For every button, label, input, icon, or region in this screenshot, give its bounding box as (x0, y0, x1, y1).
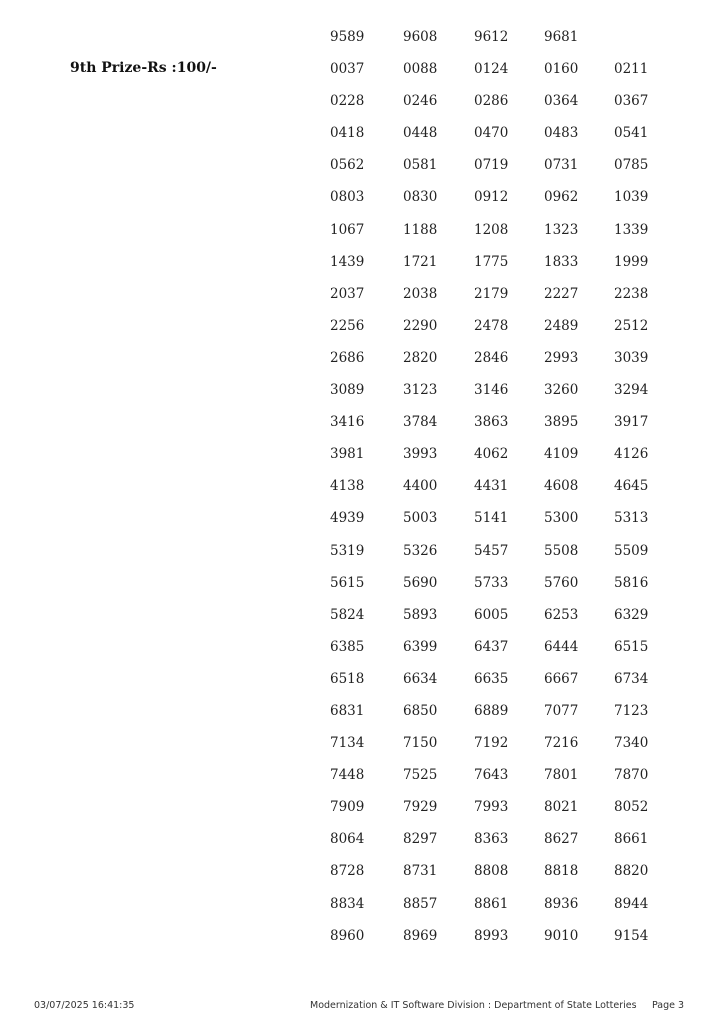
number-row (330, 349, 660, 381)
ticket-number: 7123 (614, 702, 649, 719)
ticket-number: 1775 (474, 253, 509, 270)
ticket-number: 2489 (544, 317, 579, 334)
ticket-number: 9612 (474, 29, 509, 45)
ticket-number: 8857 (403, 895, 438, 912)
ticket-number: 5893 (403, 606, 438, 623)
ticket-number: 6253 (544, 606, 579, 623)
ticket-number: 7870 (614, 767, 649, 784)
ticket-number: 7993 (474, 799, 509, 816)
ticket-number: 3917 (614, 414, 649, 431)
ticket-number: 2846 (474, 349, 509, 366)
ticket-number: 6005 (474, 606, 509, 623)
ticket-number: 6635 (474, 670, 509, 687)
number-row (330, 830, 660, 862)
ticket-number: 4431 (474, 478, 509, 495)
number-row (330, 542, 660, 574)
ticket-number: 2686 (330, 349, 365, 366)
ticket-number: 1833 (544, 253, 579, 270)
ticket-number: 6518 (330, 670, 365, 687)
ticket-number: 3863 (474, 414, 509, 431)
number-row (330, 895, 660, 927)
ticket-number: 4109 (544, 446, 579, 463)
ticket-number: 0483 (544, 125, 579, 142)
ticket-number: 8661 (614, 831, 649, 848)
ticket-number: 3416 (330, 414, 365, 431)
number-row (330, 766, 660, 798)
number-row (330, 670, 660, 702)
ticket-number: 0160 (544, 61, 579, 78)
number-row (330, 638, 660, 670)
ticket-number: 8731 (403, 863, 438, 880)
ticket-number: 6437 (474, 638, 509, 655)
ticket-number: 4400 (403, 478, 438, 495)
ticket-number: 0246 (403, 93, 438, 110)
ticket-number: 1439 (330, 253, 365, 270)
ticket-number: 6734 (614, 670, 649, 687)
number-row (330, 477, 660, 509)
ticket-number: 8944 (614, 895, 649, 912)
ticket-number: 0803 (330, 189, 365, 206)
ticket-number: 1339 (614, 221, 649, 238)
ticket-number: 8993 (474, 927, 509, 944)
ticket-number: 2290 (403, 317, 438, 334)
ticket-number: 7134 (330, 735, 365, 752)
ticket-number: 0719 (474, 157, 509, 174)
ticket-number: 0286 (474, 93, 509, 110)
number-row (330, 285, 660, 317)
ticket-number: 2820 (403, 349, 438, 366)
ticket-number: 8808 (474, 863, 509, 880)
number-row (330, 188, 660, 220)
ticket-number: 3784 (403, 414, 438, 431)
ticket-number: 1188 (403, 221, 438, 238)
ticket-number: 7801 (544, 767, 579, 784)
number-row (330, 445, 660, 477)
number-row (330, 734, 660, 766)
ticket-number: 5457 (474, 542, 509, 559)
ticket-number: 7643 (474, 767, 509, 784)
ticket-number: 6850 (403, 702, 438, 719)
ticket-number: 8818 (544, 863, 579, 880)
ticket-number: 0211 (614, 61, 649, 78)
ticket-number: 6889 (474, 702, 509, 719)
ticket-number: 0228 (330, 93, 365, 110)
ticket-number: 6667 (544, 670, 579, 687)
ticket-number: 4645 (614, 478, 649, 495)
ticket-number: 2037 (330, 285, 365, 302)
ticket-number: 9010 (544, 927, 579, 944)
ticket-number: 5509 (614, 542, 649, 559)
number-row (330, 381, 660, 413)
ticket-number: 4138 (330, 478, 365, 495)
ticket-number: 7077 (544, 702, 579, 719)
ticket-number: 3146 (474, 382, 509, 399)
ticket-number: 3981 (330, 446, 365, 463)
number-row (330, 413, 660, 445)
ticket-number: 7525 (403, 767, 438, 784)
ticket-number: 4608 (544, 478, 579, 495)
winning-numbers-grid (330, 28, 660, 959)
ticket-number: 3895 (544, 414, 579, 431)
ticket-number: 5141 (474, 510, 509, 527)
number-row (330, 92, 660, 124)
ticket-number: 4062 (474, 446, 509, 463)
ticket-number: 8363 (474, 831, 509, 848)
ticket-number: 2038 (403, 285, 438, 302)
ticket-number: 7192 (474, 735, 509, 752)
prize-heading: 9th Prize-Rs :100/- (70, 60, 217, 76)
ticket-number: 9608 (403, 29, 438, 45)
number-row (330, 606, 660, 638)
number-row (330, 156, 660, 188)
number-row (330, 574, 660, 606)
ticket-number: 6515 (614, 638, 649, 655)
ticket-number: 0562 (330, 157, 365, 174)
ticket-number: 2512 (614, 317, 649, 334)
ticket-number: 2993 (544, 349, 579, 366)
ticket-number: 0962 (544, 189, 579, 206)
ticket-number: 8834 (330, 895, 365, 912)
ticket-number: 5760 (544, 574, 579, 591)
ticket-number: 6329 (614, 606, 649, 623)
ticket-number: 8936 (544, 895, 579, 912)
ticket-number: 2478 (474, 317, 509, 334)
ticket-number: 9681 (544, 29, 579, 45)
ticket-number: 6385 (330, 638, 365, 655)
number-row (330, 221, 660, 253)
ticket-number: 1039 (614, 189, 649, 206)
ticket-number: 0088 (403, 61, 438, 78)
ticket-number: 5313 (614, 510, 649, 527)
footer-division: Modernization & IT Software Division : Department of State Lotteries (310, 1000, 637, 1011)
ticket-number: 5003 (403, 510, 438, 527)
ticket-number: 5816 (614, 574, 649, 591)
ticket-number: 0470 (474, 125, 509, 142)
ticket-number: 0448 (403, 125, 438, 142)
ticket-number: 0124 (474, 61, 509, 78)
number-row (330, 509, 660, 541)
ticket-number: 3993 (403, 446, 438, 463)
ticket-number: 1721 (403, 253, 438, 270)
ticket-number: 1323 (544, 221, 579, 238)
ticket-number: 9589 (330, 29, 365, 45)
ticket-number: 4126 (614, 446, 649, 463)
ticket-number: 0912 (474, 189, 509, 206)
number-row (330, 862, 660, 894)
ticket-number: 3123 (403, 382, 438, 399)
ticket-number: 7340 (614, 735, 649, 752)
ticket-number: 6399 (403, 638, 438, 655)
ticket-number: 5319 (330, 542, 365, 559)
ticket-number: 8960 (330, 927, 365, 944)
ticket-number: 8021 (544, 799, 579, 816)
number-row (330, 28, 660, 60)
number-row (330, 702, 660, 734)
footer-timestamp: 03/07/2025 16:41:35 (34, 1000, 135, 1011)
ticket-number: 3089 (330, 382, 365, 399)
number-row (330, 124, 660, 156)
ticket-number: 0037 (330, 61, 365, 78)
ticket-number: 0418 (330, 125, 365, 142)
number-row (330, 60, 660, 92)
ticket-number: 2179 (474, 285, 509, 302)
ticket-number: 7448 (330, 767, 365, 784)
ticket-number: 5326 (403, 542, 438, 559)
ticket-number: 8861 (474, 895, 509, 912)
ticket-number: 8969 (403, 927, 438, 944)
ticket-number: 5300 (544, 510, 579, 527)
ticket-number: 7150 (403, 735, 438, 752)
footer-page-number: Page 3 (652, 1000, 685, 1011)
ticket-number: 9154 (614, 927, 649, 944)
ticket-number: 3039 (614, 349, 649, 366)
ticket-number: 5824 (330, 606, 365, 623)
ticket-number: 5615 (330, 574, 365, 591)
ticket-number: 5690 (403, 574, 438, 591)
ticket-number: 4939 (330, 510, 365, 527)
ticket-number: 0364 (544, 93, 579, 110)
ticket-number: 8627 (544, 831, 579, 848)
ticket-number: 0731 (544, 157, 579, 174)
number-row (330, 798, 660, 830)
ticket-number: 8064 (330, 831, 365, 848)
ticket-number: 2238 (614, 285, 649, 302)
ticket-number: 6444 (544, 638, 579, 655)
ticket-number: 0785 (614, 157, 649, 174)
ticket-number: 8297 (403, 831, 438, 848)
ticket-number: 3260 (544, 382, 579, 399)
ticket-number: 1208 (474, 221, 509, 238)
ticket-number: 1999 (614, 253, 649, 270)
ticket-number: 6831 (330, 702, 365, 719)
ticket-number: 0830 (403, 189, 438, 206)
ticket-number: 8728 (330, 863, 365, 880)
ticket-number: 6634 (403, 670, 438, 687)
ticket-number: 0581 (403, 157, 438, 174)
ticket-number: 8820 (614, 863, 649, 880)
ticket-number: 7929 (403, 799, 438, 816)
ticket-number: 8052 (614, 799, 649, 816)
ticket-number: 0367 (614, 93, 649, 110)
ticket-number: 3294 (614, 382, 649, 399)
ticket-number: 0541 (614, 125, 649, 142)
number-row (330, 927, 660, 959)
number-row (330, 317, 660, 349)
ticket-number: 5508 (544, 542, 579, 559)
ticket-number: 2256 (330, 317, 365, 334)
ticket-number: 7909 (330, 799, 365, 816)
number-row (330, 253, 660, 285)
ticket-number: 2227 (544, 285, 579, 302)
ticket-number: 7216 (544, 735, 579, 752)
ticket-number: 5733 (474, 574, 509, 591)
ticket-number: 1067 (330, 221, 365, 238)
